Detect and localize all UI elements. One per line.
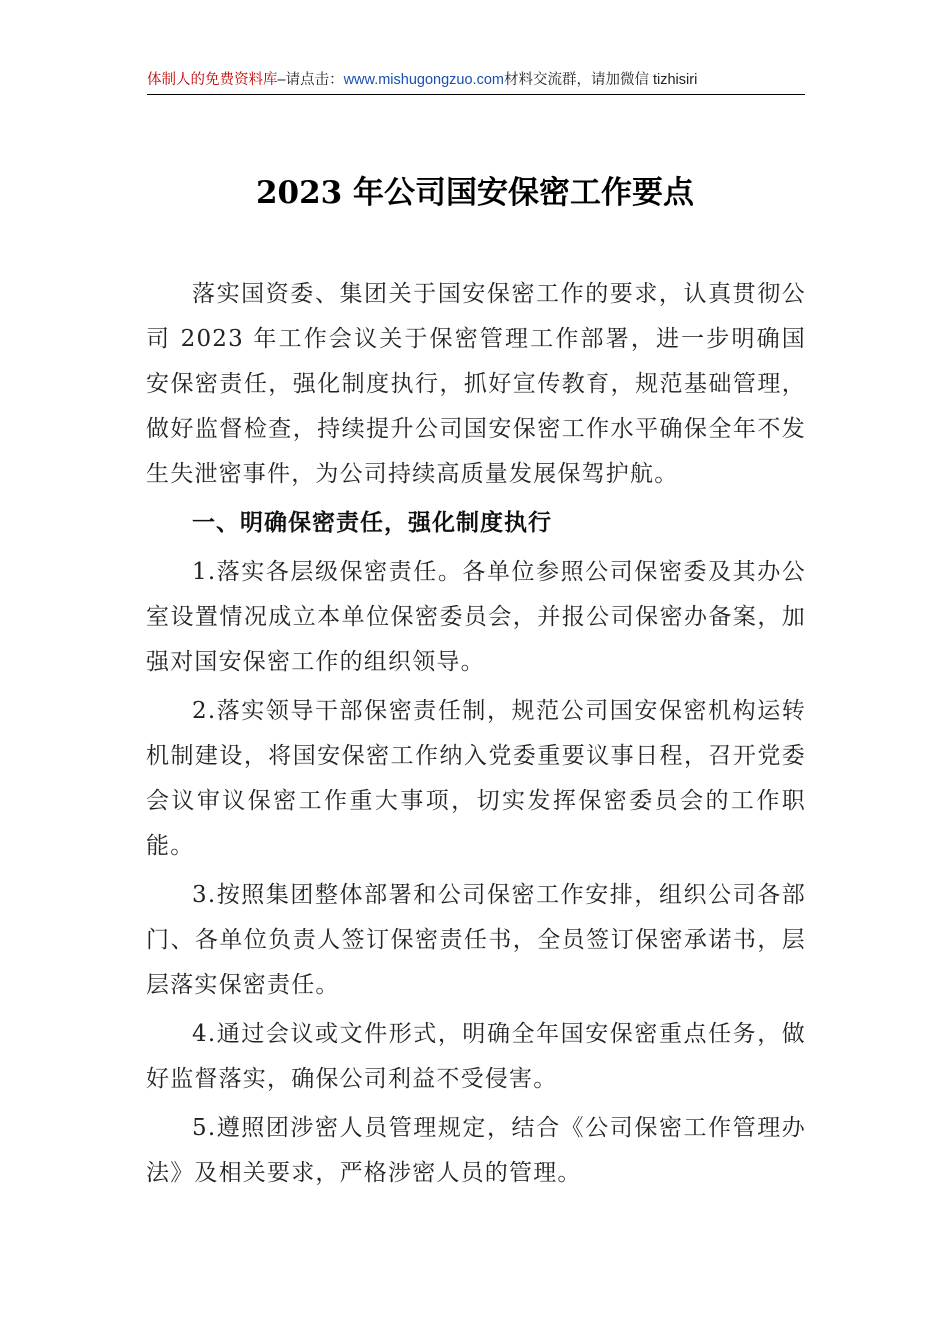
page-header bbox=[147, 66, 805, 95]
list-item: 1.落实各层级保密责任。各单位参照公司保密委及其办公室设置情况成立本单位保密委员会，并报公司保密办备案，加强对国安保密工作的组织领导。 bbox=[146, 559, 806, 675]
list-item: 2.落实领导干部保密责任制，规范公司国安保密机构运转机制建设，将国安保密工作纳入党委重要议事日程，召开党委会议审议保密工作重大事项，切实发挥保密委员会的工作职能。 bbox=[146, 698, 806, 859]
header-url-link[interactable]: www.mishugongzuo.com bbox=[343, 72, 504, 88]
document-body bbox=[146, 272, 806, 1196]
section-heading: 一、明确保密责任，强化制度执行 bbox=[192, 510, 552, 536]
list-item: 5.遵照团涉密人员管理规定，结合《公司保密工作管理办法》及相关要求，严格涉密人员的管理。 bbox=[146, 1115, 806, 1186]
list-item: 3.按照集团整体部署和公司保密工作安排，组织公司各部门、各单位负责人签订保密责任书，全员签订保密承诺书，层层落实保密责任。 bbox=[146, 882, 806, 998]
header-prompt: –请点击： bbox=[277, 72, 344, 88]
header-suffix: 材料交流群，请加微信 tizhisiri bbox=[503, 72, 698, 88]
intro-paragraph: 落实国资委、集团关于国安保密工作的要求，认真贯彻公司 2023 年工作会议关于保密管理工作部署，进一步明确国安保密责任，强化制度执行，抓好宣传教育，规范基础管理，做好监督检查，持续提升公司国安保密工作水平确保全年不发生失泄密事件，为公司持续高质量发展保驾护航。 bbox=[146, 281, 806, 487]
list-item: 4.通过会议或文件形式，明确全年国安保密重点任务，做好监督落实，确保公司利益不受侵害。 bbox=[146, 1021, 806, 1092]
document-title: 2023 年公司国安保密工作要点 bbox=[255, 175, 695, 211]
header-site-name: 体制人的免费资料库 bbox=[147, 72, 278, 88]
